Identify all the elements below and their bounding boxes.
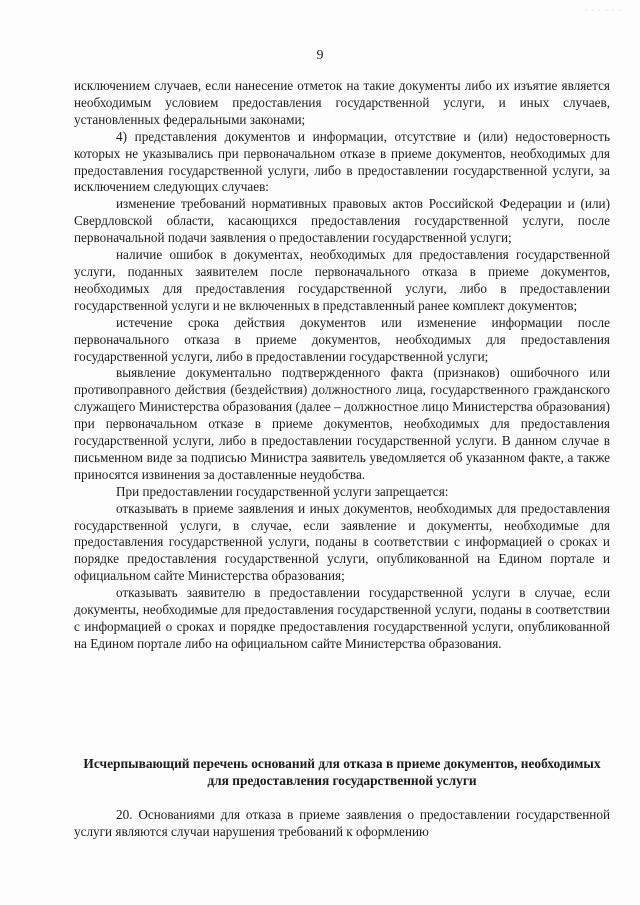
paragraph: выявление документально подтвержденного факта (признаков) ошибочного или противоправного действия (бездействия) должностного лица, государственного гражданского служащего Министерства образования (далее – должностное лицо Министерства образования) при первоначальном отказе в приеме документов, необходимых для предоставления государственной услуги, либо в предоставлении государственной услуги. В данном случае в письменном виде за подписью Министра заявитель уведомляется об указанном факте, а также приносятся извинения за доставленные неудобства.	[74, 365, 610, 482]
paragraph: отказывать в приеме заявления и иных документов, необходимых для предоставления государственной услуги, в случае, если заявление и документы, необходимые для предоставления государственной услуги, поданы в соответствии с информацией о сроках и порядке предоставления государственной услуги, опубликованной на Едином портале и официальном сайте Министерства образования;	[74, 500, 610, 584]
paragraph: исключением случаев, если нанесение отметок на такие документы либо их изъятие является необходимым условием предоставления государственной услуги, и иных случаев, установленных федеральными законами;	[74, 78, 610, 127]
section-heading: Исчерпывающий перечень оснований для отказа в приеме документов, необходимых для предоставления государственной услуги	[83, 756, 601, 788]
paragraph: При предоставлении государственной услуги запрещается:	[116, 483, 449, 499]
clause-20	[74, 807, 610, 841]
scan-corner-mark: · · · · · ·	[585, 6, 622, 15]
clause-text: 20. Основаниями для отказа в приеме заявления о предоставлении государственной услуги являются случаи нарушения требований к оформлению	[74, 807, 610, 839]
paragraph: 4) представления документов и информации, отсутствие и (или) недостоверность которых не указывались при первоначальном отказе в приеме документов, необходимых для предоставления государственной услуги, либо в предоставлении государственной услуги, за исключением следующих случаев:	[74, 128, 610, 195]
paragraph: изменение требований нормативных правовых актов Российской Федерации и (или) Свердловской области, касающихся предоставления государственной услуги, после первоначальной подачи заявления о предоставлении государственной услуги;	[74, 196, 610, 246]
paragraph: наличие ошибок в документах, необходимых для предоставления государственной услуги, поданных заявителем после первоначального отказа в приеме документов, необходимых для предоставления государственной услуги, либо в предоставлении государственной услуги и не включенных в представленный ранее комплект документов;	[74, 247, 610, 313]
paragraph: отказывать заявителю в предоставлении государственной услуги в случае, если документы, необходимые для предоставления государственной услуги, поданы в соответствии с информацией о сроках и порядке предоставления государственной услуги, опубликованной на Едином портале либо на официальном сайте Министерства образования.	[74, 585, 610, 651]
page-number: 9	[316, 48, 324, 63]
paragraph: истечение срока действия документов или изменение информации после первоначального отказа в приеме документов, необходимых для предоставления государственной услуги, либо в предоставлении государственной услуги;	[74, 314, 610, 364]
body-text	[74, 78, 610, 653]
